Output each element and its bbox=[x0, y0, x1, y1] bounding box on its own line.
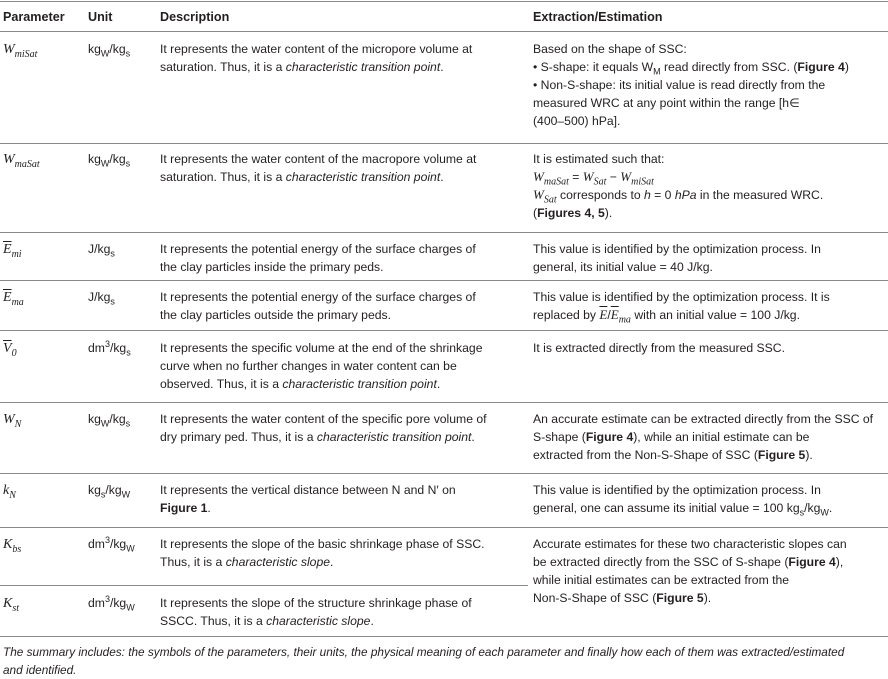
header-extraction: Extraction/Estimation bbox=[533, 10, 663, 24]
param-extraction: This value is identified by the optimization process. It is replaced by $\overline{E}/\overline{E}_{ma}$ with an initial value = 100 J/kg. bbox=[533, 290, 830, 326]
row-rule bbox=[0, 585, 528, 586]
param-symbol: $W_N$ bbox=[3, 412, 22, 430]
param-unit: $kg_s/kg_W$ bbox=[88, 483, 131, 500]
param-unit: $kg_W/kg_s$ bbox=[88, 152, 131, 169]
param-description: It represents the water content of the micropore volume at saturation. Thus, it is a characteristic transition point. bbox=[160, 42, 473, 74]
row-rule bbox=[0, 473, 888, 474]
param-extraction: Based on the shape of SSC: • S-shape: it equals $W_M$ read directly from SSC. (Figure 4) • Non-S-shape: its initial value is read directly from the measured WRC at any point within the range [h∈ (400–500) hPa]. bbox=[533, 42, 849, 128]
param-extraction: This value is identified by the optimization process. In general, its initial value = 40 J/kg. bbox=[533, 242, 821, 274]
table-top-rule bbox=[0, 1, 888, 2]
header-description: Description bbox=[160, 10, 230, 24]
row-rule bbox=[0, 280, 888, 281]
param-unit: $kg_W/kg_s$ bbox=[88, 42, 131, 59]
figure-ref: Figure 4 bbox=[585, 430, 634, 444]
param-symbol: $K_{st}$ bbox=[3, 596, 20, 614]
figure-ref: Figures 4, 5 bbox=[537, 206, 605, 220]
param-description: It represents the potential energy of the surface charges of the clay particles inside the primary peds. bbox=[160, 242, 476, 274]
row-rule bbox=[0, 143, 888, 144]
table-footnote: The summary includes: the symbols of the parameters, their units, the physical meaning of each parameter and finally how each of them was extracted/estimated and identified. bbox=[3, 645, 845, 677]
param-description: It represents the slope of the structure shrinkage phase of SSCC. Thus, it is a characteristic slope. bbox=[160, 596, 472, 628]
header-unit: Unit bbox=[88, 10, 113, 24]
header-rule bbox=[0, 31, 888, 32]
param-symbol: $\overline{E}_{mi}$ bbox=[3, 242, 22, 260]
param-extraction: It is extracted directly from the measured SSC. bbox=[533, 341, 785, 355]
param-extraction: Accurate estimates for these two characteristic slopes can be extracted directly from the SSC of S-shape (Figure 4), while initial estimates can be extracted from the Non-S-Shape of SSC (Figure 5). bbox=[533, 537, 847, 605]
param-symbol: $\overline{V}_0$ bbox=[3, 341, 17, 359]
param-description: It represents the specific volume at the end of the shrinkage curve when no further changes in water content can be observed. Thus, it is a characteristic transition point. bbox=[160, 341, 483, 391]
param-symbol: $k_N$ bbox=[3, 483, 16, 501]
param-symbol: $\overline{E}_{ma}$ bbox=[3, 290, 24, 308]
figure-ref: Figure 1 bbox=[160, 501, 208, 515]
row-rule bbox=[0, 402, 888, 403]
param-unit: $dm^3/kg_W$ bbox=[88, 534, 135, 554]
param-description: It represents the potential energy of the surface charges of the clay particles outside the primary peds. bbox=[160, 290, 476, 322]
figure-ref: Figure 4 bbox=[797, 60, 845, 74]
param-unit: $J/kg_s$ bbox=[88, 290, 115, 307]
param-symbol: $W_{miSat}$ bbox=[3, 42, 38, 60]
figure-ref: Figure 4 bbox=[788, 555, 836, 569]
param-extraction: It is estimated such that: $W_{maSat} = W_{Sat} - W_{miSat}$ $W_{Sat}$ corresponds to h = 0 hPa in the measured WRC. (Figures 4, 5). bbox=[533, 152, 824, 220]
param-description: It represents the slope of the basic shrinkage phase of SSC. Thus, it is a characteristic slope. bbox=[160, 537, 485, 569]
param-unit: $kg_W/kg_s$ bbox=[88, 412, 131, 429]
header-parameter: Parameter bbox=[3, 10, 65, 24]
param-unit: $dm^3/kg_s$ bbox=[88, 338, 131, 358]
param-unit: $J/kg_s$ bbox=[88, 242, 115, 259]
row-rule bbox=[0, 527, 888, 528]
param-extraction: An accurate estimate can be extracted directly from the SSC of S-shape (Figure 4), while an initial estimate can be extracted from the Non-S-Shape of SSC (Figure 5). bbox=[533, 412, 874, 462]
param-extraction: This value is identified by the optimization process. In general, one can assume its initial value = 100 $kg_s/kg_W$. bbox=[533, 483, 833, 518]
row-rule bbox=[0, 330, 888, 331]
param-description: It represents the vertical distance between N and N′ on Figure 1. bbox=[160, 483, 456, 515]
row-rule bbox=[0, 232, 888, 233]
table-bottom-rule bbox=[0, 636, 888, 637]
figure-ref: Figure 5 bbox=[757, 448, 806, 462]
param-unit: $dm^3/kg_W$ bbox=[88, 593, 135, 613]
param-symbol: $W_{maSat}$ bbox=[3, 152, 40, 170]
param-description: It represents the water content of the macropore volume at saturation. Thus, it is a characteristic transition point. bbox=[160, 152, 477, 184]
param-description: It represents the water content of the specific pore volume of dry primary ped. Thus, it is a characteristic transition point. bbox=[160, 412, 487, 444]
param-symbol: $K_{bs}$ bbox=[3, 537, 22, 555]
figure-ref: Figure 5 bbox=[656, 591, 704, 605]
